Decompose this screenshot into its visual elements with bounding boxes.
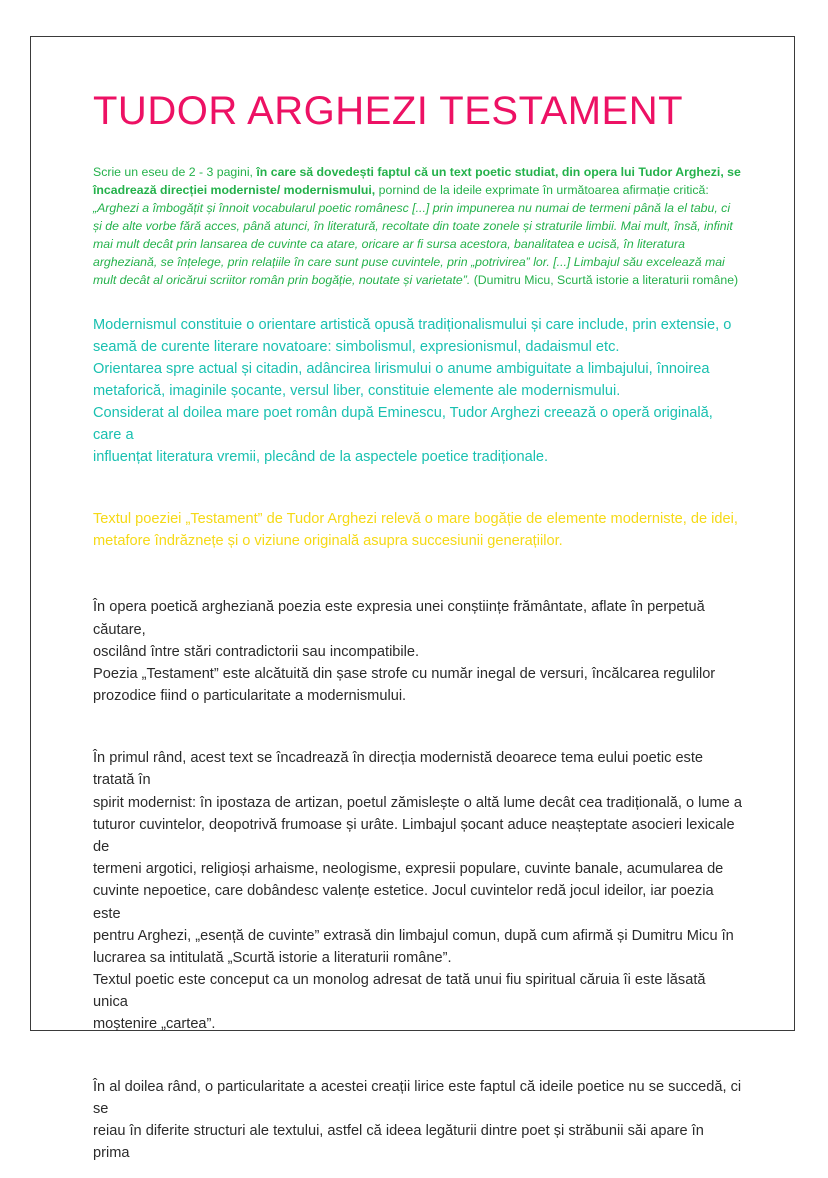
text-line: În opera poetică argheziană poezia este expresia unei conștiințe frământate, aflate în perpetuă căutare, <box>93 599 705 638</box>
page-title: TUDOR ARGHEZI TESTAMENT <box>93 89 684 133</box>
text-line: lucrarea sa intitulată „Scurtă istorie a literaturii române”. <box>93 949 452 966</box>
paragraph-thesis <box>93 509 742 553</box>
task-quote-italic: „Arghezi a îmbogățit și înnoit vocabularul poetic românesc [...] prin impunerea nu numai de termeni până la el tabu, ci și de alte vorbe fără acces, până atunci, în literatură, recoltate din toate zonele și straturile limbii. Mai mult, însă, infinit mai mult decât prin lansarea de cuvinte ca atare, oricare ar fi sursa acestora, banalitatea e ucisă, în literatura argheziană, se înțelege, prin relațiile în care sunt puse cuvintele, prin „potrivirea” lor. [...] Limbajul său excelează mai mult decât al oricărui scriitor român prin bogăție, noutate și varietate”. <box>93 201 733 288</box>
task-source: (Dumitru Micu, Scurtă istorie a literaturii române) <box>470 273 739 288</box>
text-line: metafore îndrăznețe și o viziune originală asupra succesiunii generațiilor. <box>93 532 563 549</box>
text-line: Orientarea spre actual și citadin, adâncirea lirismului o anume ambiguitate a limbajului, înnoirea <box>93 361 710 378</box>
paragraph-line <box>93 1076 742 1165</box>
paragraph-first-argument <box>93 747 742 1035</box>
text-line: Poezia „Testament” este alcătuită din șase strofe cu număr inegal de versuri, încălcarea regulilor <box>93 665 716 682</box>
text-line: tuturor cuvintelor, deopotrivă frumoase și urâte. Limbajul șocant aduce neașteptate asocieri lexicale de <box>93 816 735 855</box>
text-line: seamă de curente literare novatoare: simbolismul, expresionismul, dadaismul etc. <box>93 339 620 356</box>
task-text-part3: pornind de la ideile exprimate în următoarea afirmație critică: <box>375 183 709 198</box>
paragraph-second-argument <box>93 1076 742 1165</box>
paragraph-line <box>93 509 742 553</box>
text-line: În al doilea rând, o particularitate a acestei creații lirice este faptul că ideile poetice nu se succedă, ci se <box>93 1078 742 1117</box>
text-line: Textul poeziei „Testament” de Tudor Arghezi relevă o mare bogăție de elemente moderniste, de idei, <box>93 510 738 527</box>
paragraph-line <box>93 747 742 1035</box>
paragraph-poetic-work <box>93 596 742 707</box>
task-paragraph <box>93 163 742 289</box>
text-line: termeni argotici, religioși arhaisme, neologisme, expresii populare, cuvinte banale, acumularea de <box>93 861 724 878</box>
text-line: oscilând între stări contradictorii sau incompatibile. <box>93 643 420 660</box>
text-line: metaforică, imaginile șocante, versul liber, constituie elemente ale modernismului. <box>93 383 621 400</box>
text-line: Considerat al doilea mare poet român după Eminescu, Tudor Arghezi creează o operă originală, care a <box>93 405 713 443</box>
text-line: prozodice fiind o particularitate a modernismului. <box>93 688 407 705</box>
text-line: Modernismul constituie o orientare artistică opusă tradiționalismului și care include, prin extensie, o <box>93 317 732 334</box>
document-page <box>30 36 795 1162</box>
document-content <box>93 89 742 1178</box>
task-text-bold: în care să dovedești faptul că un text poetic studiat, din opera lui Tudor Arghezi, se încadrează direcției moderniste/ modernismului, <box>93 165 741 198</box>
text-line: spirit modernist: în ipostaza de artizan, poetul zămislește o altă lume decât cea tradițională, o lume a <box>93 794 742 811</box>
paragraph-modernism <box>93 315 742 468</box>
text-line: Textul poetic este conceput ca un monolog adresat de tată unui fiu spiritual căruia îi este lăsată unica <box>93 972 706 1011</box>
text-line: moștenire „cartea”. <box>93 1016 216 1033</box>
text-line: influențat literatura vremii, plecând de la aspectele poetice tradiționale. <box>93 448 549 465</box>
text-line: reiau în diferite structuri ale textului, astfel că ideea legăturii dintre poet și străbunii săi apare în prima <box>93 1122 704 1162</box>
task-text-part1: Scrie un eseu de 2 - 3 pagini, <box>93 165 257 179</box>
paragraph-line <box>93 315 742 468</box>
paragraph-line <box>93 596 742 707</box>
text-line: cuvinte nepoetice, care dobândesc valențe estetice. Jocul cuvintelor redă jocul ideilor, iar poezia este <box>93 883 714 922</box>
text-line: pentru Arghezi, „esență de cuvinte” extrasă din limbajul comun, după cum afirmă și Dumitru Micu în <box>93 927 734 944</box>
text-line: În primul rând, acest text se încadrează în direcția modernistă deoarece tema eului poetic este tratată în <box>93 750 704 789</box>
